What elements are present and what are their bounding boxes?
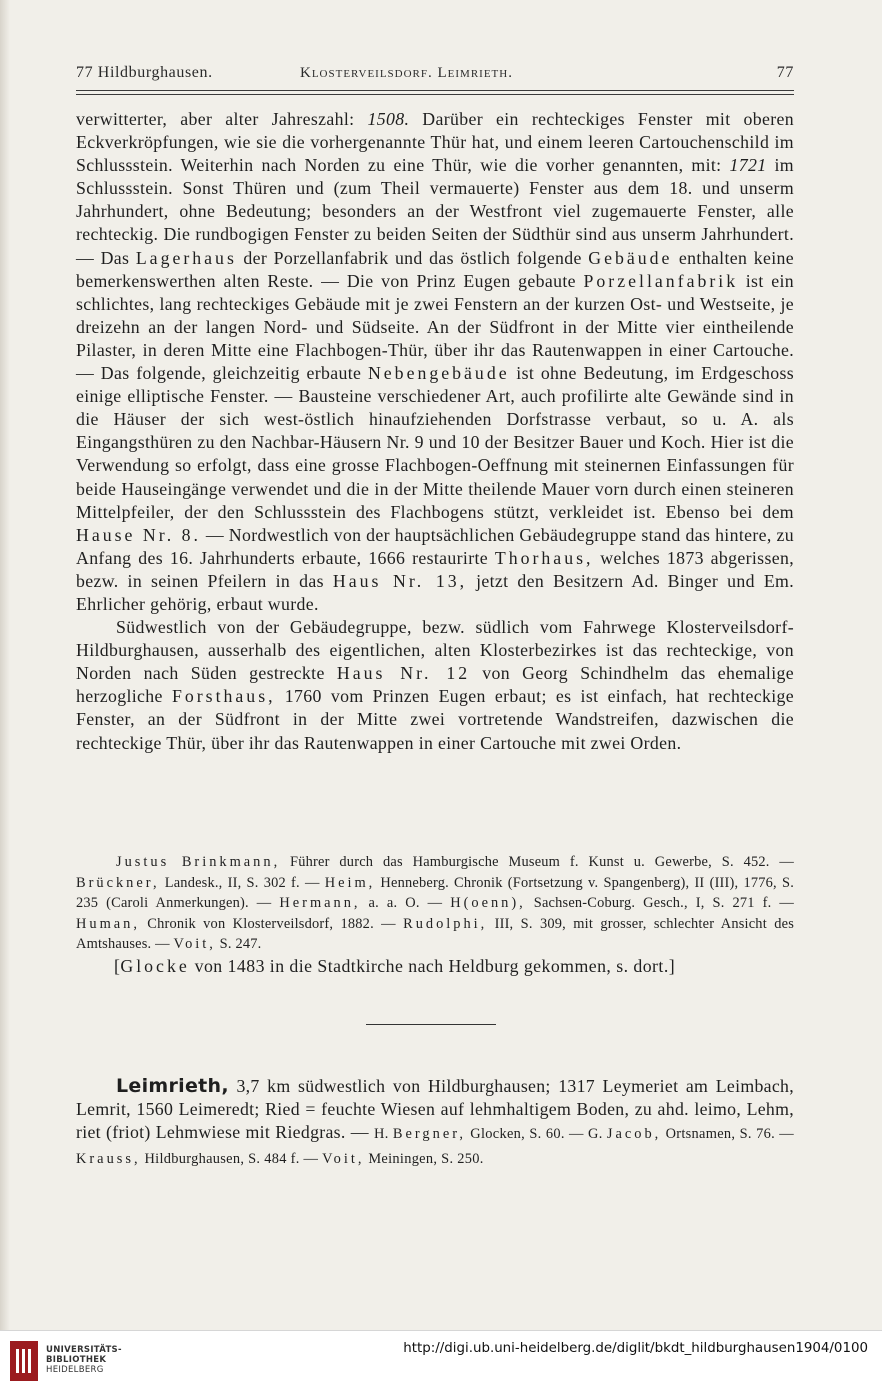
header-section-title: Klosterveilsdorf. Leimrieth. [300, 65, 513, 81]
entry-headword: Leimrieth, [116, 1075, 229, 1097]
main-text [76, 108, 794, 755]
entry-paragraph: Leimrieth, 3,7 km südwestlich von Hildburghausen; 1317 Leymeriet am Leimbach, Lemrit, 1560 Leimeredt; Ried = feuchte Wiesen auf lehmhaltigem Boden, zu ahd. leimo, Lehm, riet (friot) Lehmwiese mit Riedgras. — H. Bergner, Glocken, S. 60. — G. Jacob, Ortsnamen, S. 76. — Krauss, Hildburghausen, S. 484 f. — Voit, Meiningen, S. 250. [76, 1075, 794, 1167]
header-page-place: 77 Hildburghausen. [76, 64, 213, 81]
leimrieth-entry [76, 1075, 794, 1171]
source-url-link[interactable]: http://digi.ub.uni-heidelberg.de/diglit/bkdt_hildburghausen1904/0100 [403, 1341, 868, 1356]
running-header [76, 64, 794, 86]
header-page-number: 77 [776, 64, 794, 81]
library-logo-text: UNIVERSITÄTS- BIBLIOTHEK HEIDELBERG [46, 1345, 122, 1375]
university-seal-icon [10, 1341, 38, 1381]
header-double-rule [76, 90, 794, 95]
section-divider [366, 1024, 496, 1025]
paragraph-1: verwitterter, aber alter Jahreszahl: 1508. Darüber ein rechteckiges Fenster mit oberen Eckverkröpfungen, wie sie die vorhergenannte Thür hat, und einem leeren Cartouchenschild im Schlussstein. Weiterhin nach Norden zu eine Thür, wie die vorher genannten, mit: 1721 im Schlussstein. Sonst Thüren und (zum Theil vermauerte) Fenster aus dem 18. und unserm Jahrhundert, ohne Bedeutung; besonders an der Westfront viel zugemauerte Fenster, alle rechteckig. Die rundbogigen Fenster zu beiden Seiten der Südthür sind aus unserm Jahrhundert. — Das Lagerhaus der Porzellanfabrik und das östlich folgende Gebäude enthalten keine bemerkenswerthen alten Reste. — Die von Prinz Eugen gebaute Porzellanfabrik ist ein schlichtes, lang rechteckiges Gebäude mit je zwei Fenstern an der kurzen Ost- und Westseite, je dreizehn an der langen Nord- und Südseite. An der Südfront in der Mitte vier eintheilende Pilaster, in deren Mitte eine Flachbogen-Thür, über ihr das Rautenwappen in einer Cartouche. — Das folgende, gleichzeitig erbaute Nebengebäude ist ohne Bedeutung, im Erdgeschoss einige elliptische Fenster. — Bausteine verschiedener Art, auch profilirte alte Gewände sind in die Häuser der sich west-östlich hinaufziehenden Dorfstrasse verbaut, so u. A. als Eingangsthüren zu den Nachbar-Häusern Nr. 9 und 10 der Besitzer Bauer und Koch. Hier ist die Verwendung so erfolgt, dass eine grosse Flachbogen-Oeffnung mit steinernen Einfassungen für beide Hauseingänge verwendet und die in der Mitte theilende Mauer vorn durch einen steineren Mittelpfeiler, der den Schlussstein des Flachbogens stützt, verkleidet ist. Ebenso bei dem Hause Nr. 8. — Nordwestlich von der hauptsächlichen Gebäudegruppe stand das hintere, zu Anfang des 16. Jahrhunderts erbaute, 1666 restaurirte Thorhaus, welches 1873 abgerissen, bezw. in seinen Pfeilern in das Haus Nr. 13, jetzt den Besitzern Ad. Binger und Em. Ehrlicher gehörig, erbaut wurde. [76, 109, 795, 614]
page-edge-shadow [0, 0, 10, 1391]
literature-footnote [76, 852, 794, 955]
viewer-footer [0, 1330, 882, 1392]
paragraph-2: Südwestlich von der Gebäudegruppe, bezw. südlich vom Fahrwege Klosterveilsdorf-Hildburghausen, ausserhalb des eigentlichen, alten Klosterbezirkes ist das rechteckige, von Norden nach Süden gestreckte Haus Nr. 12 von Georg Schindhelm das ehemalige herzogliche Forsthaus, 1760 vom Prinzen Eugen erbaut; es ist einfach, hat rechteckige Fenster, an der Südfront in der Mitte zwei vortretende Wandstreifen, dazwischen die rechteckige Thür, über ihr das Rautenwappen in einer Cartouche mit zwei Orden. [76, 617, 795, 753]
footnote-paragraph: Justus Brinkmann, Führer durch das Hamburgische Museum f. Kunst u. Gewerbe, S. 452. — Brückner, Landesk., II, S. 302 f. — Heim, Henneberg. Chronik (Fortsetzung v. Spangenberg), II (III), 1776, S. 235 (Caroli Anmerkungen). — Hermann, a. a. O. — H(oenn), Sachsen-Coburg. Gesch., I, S. 271 f. — Human, Chronik von Klosterveilsdorf, 1882. — Rudolphi, III, S. 309, mit grosser, schlechter Ansicht des Amtshauses. — Voit, S. 247. [76, 854, 795, 952]
glocke-note: [Glocke von 1483 in die Stadtkirche nach Heldburg gekommen, s. dort.] [114, 956, 676, 976]
